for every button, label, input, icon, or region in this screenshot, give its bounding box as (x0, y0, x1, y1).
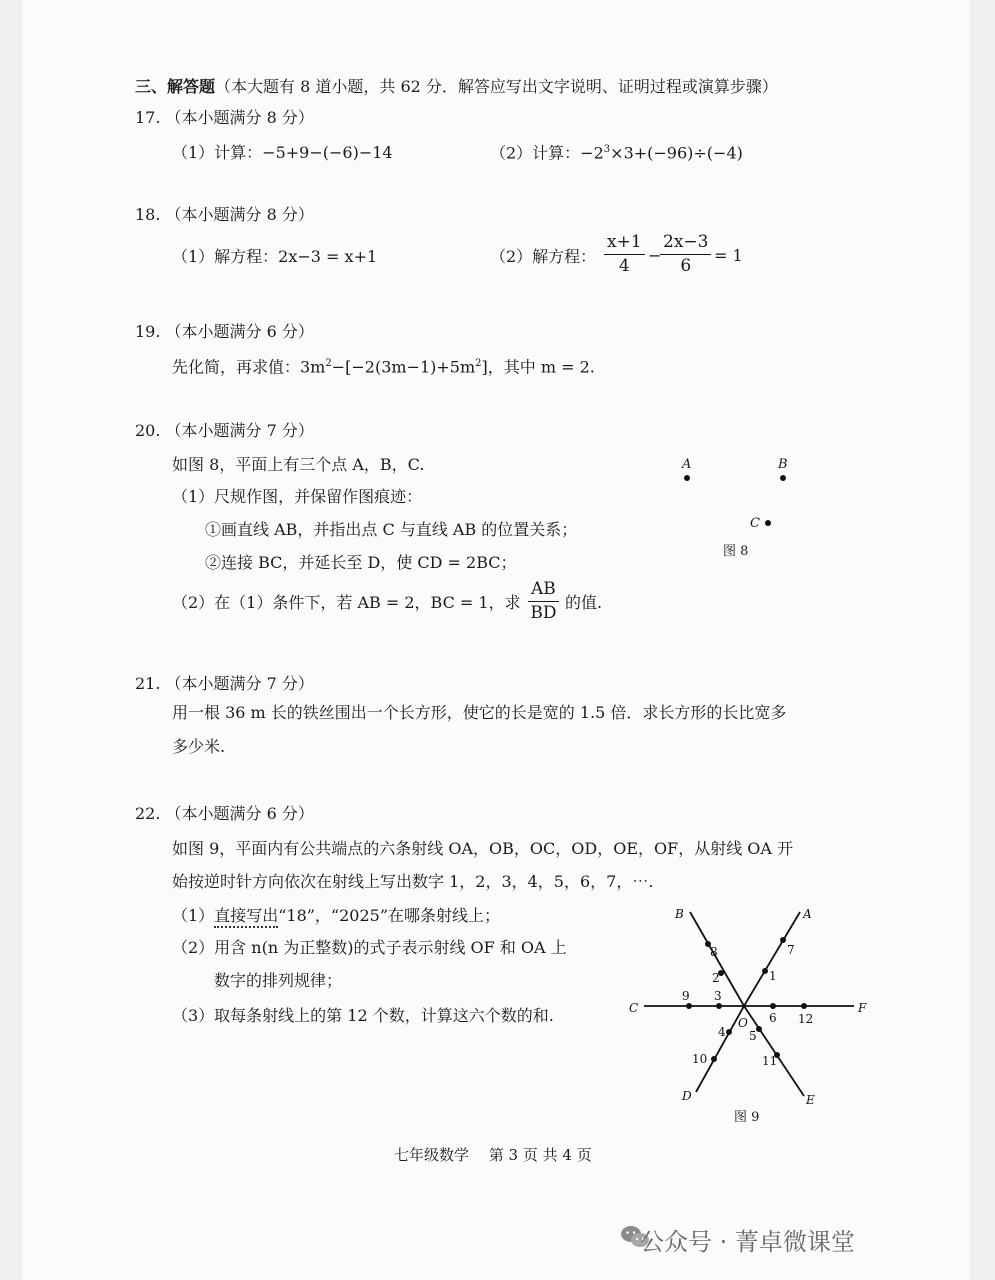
fig9-num-10: 10 (692, 1052, 708, 1066)
fig8-label-c: C (750, 516, 760, 531)
q20-intro: 如图 8，平面上有三个点 A，B，C. (172, 455, 425, 474)
fig9-label-e: E (806, 1093, 815, 1107)
q19-text-c: ]，其中 m = 2. (481, 357, 595, 377)
fig8-label-b: B (778, 457, 788, 472)
q18-fraction-1-denominator: 4 (618, 256, 630, 276)
point-4 (726, 1029, 732, 1035)
q18-score: （本小题满分 8 分） (165, 205, 314, 224)
q19-exponent-1: 2 (325, 358, 332, 369)
q22-part1-emphasis: 直接写出 (214, 906, 278, 928)
q21-header (135, 676, 314, 692)
q21-line2: 多少米. (172, 737, 226, 756)
q18-fraction-1-numerator: x+1 (604, 234, 645, 255)
q21-line1: 用一根 36 m 长的铁丝围出一个长方形，使它的长是宽的 1.5 倍．求长方形的长比宽多 (172, 703, 787, 722)
q22-part2: （2）用含 n(n 为正整数)的式子表示射线 OF 和 OA 上 (172, 938, 567, 957)
q19-text (172, 359, 595, 375)
point-12 (801, 1003, 807, 1009)
fig9-num-6: 6 (769, 1011, 777, 1025)
fig9-label-b: B (675, 907, 684, 921)
fig8-point-a (684, 475, 690, 481)
fig8-point-c (765, 520, 771, 526)
point-7 (780, 937, 786, 943)
fig9-label-d: D (682, 1089, 692, 1103)
fig9-caption: 图 9 (734, 1110, 760, 1125)
q22-header (135, 806, 314, 822)
q22-part2-cont: 数字的排列规律； (214, 971, 343, 990)
point-1 (762, 968, 768, 974)
q17-number: 17. (135, 108, 161, 127)
q20-part1b: ②连接 BC，并延长至 D，使 CD = 2BC； (205, 553, 517, 572)
q20-part1a: ①画直线 AB，并指出点 C 与直线 AB 的位置关系； (205, 520, 578, 539)
q22-line2: 始按逆时针方向依次在射线上写出数字 1，2，3，4，5，6，7，⋯. (172, 872, 654, 891)
q22-score: （本小题满分 6 分） (165, 804, 314, 823)
point-10 (711, 1056, 717, 1062)
q18-fraction-2-numerator: 2x−3 (660, 234, 711, 255)
q20-header (135, 423, 314, 439)
fig9-num-3: 3 (714, 989, 722, 1003)
q22-part1-post: “18”，“2025”在哪条射线上； (278, 906, 501, 925)
q19-score: （本小题满分 6 分） (165, 322, 314, 341)
fig9-label-o: O (738, 1016, 748, 1030)
q17-part1: （1）计算：−5+9−(−6)−14 (172, 143, 393, 162)
ray-oa (744, 912, 800, 1006)
q22-part3: （3）取每条射线上的第 12 个数，计算这六个数的和. (172, 1006, 554, 1025)
fig9-num-2: 2 (712, 971, 720, 985)
q18-number: 18. (135, 205, 161, 224)
q17-part2 (490, 145, 743, 161)
fig9-label-a: A (803, 907, 812, 921)
q18-header (135, 207, 314, 223)
q17-part2-exponent: 3 (603, 144, 611, 155)
q18-fraction-1 (604, 234, 645, 275)
q19-header (135, 324, 314, 340)
exam-page (22, 0, 970, 1280)
q18-fraction-2-denominator: 6 (680, 256, 692, 276)
q19-text-a: 先化简，再求值：3m (172, 357, 326, 377)
q17-part2-post: ×3+(−96)÷(−4) (610, 143, 743, 163)
q22-number: 22. (135, 804, 161, 823)
fig9-num-4: 4 (718, 1025, 726, 1039)
fig9-num-7: 7 (787, 943, 795, 957)
q20-fraction (528, 581, 559, 622)
q20-fraction-denominator: BD (530, 603, 557, 623)
fig9-num-11: 11 (762, 1054, 778, 1068)
section-title: 三、解答题 (135, 77, 216, 96)
fig9-num-5: 5 (749, 1029, 757, 1043)
q18-part2-pre: （2）解方程： (490, 247, 597, 266)
q19-number: 19. (135, 322, 161, 341)
fig9-diagram (620, 900, 880, 1110)
fig9-label-f: F (858, 1001, 867, 1015)
q17-score: （本小题满分 8 分） (165, 108, 314, 127)
point-5 (756, 1026, 762, 1032)
q18-part1: （1）解方程：2x−3 = x+1 (172, 247, 378, 266)
point-3 (716, 1003, 722, 1009)
q20-number: 20. (135, 421, 161, 440)
fig9-num-12: 12 (798, 1012, 814, 1026)
q19-exponent-2: 2 (475, 358, 482, 369)
q17-header (135, 110, 314, 126)
fig9-label-c: C (629, 1001, 639, 1015)
q18-minus: − (648, 246, 662, 265)
fig8-caption: 图 8 (723, 544, 749, 559)
q17-part2-pre: （2）计算：−2 (490, 143, 604, 163)
fig9-num-1: 1 (769, 969, 777, 983)
q22-part1-pre: （1） (172, 906, 215, 925)
fig8-label-a: A (682, 457, 692, 472)
q21-score: （本小题满分 7 分） (165, 674, 314, 693)
q19-text-b: −[−2(3m−1)+5m (331, 357, 476, 377)
page-footer: 七年级数学 第 3 页 共 4 页 (394, 1146, 592, 1164)
section-note: （本大题有 8 道小题，共 62 分．解答应写出文字说明、证明过程或演算步骤） (215, 77, 778, 96)
q22-line1: 如图 9，平面内有公共端点的六条射线 OA，OB，OC，OD，OE，OF，从射线 OA 开 (172, 839, 794, 858)
q20-part2-pre: （2）在（1）条件下，若 AB = 2，BC = 1，求 (172, 593, 521, 612)
point-9 (686, 1003, 692, 1009)
q20-part2-post: 的值. (565, 593, 603, 612)
q18-equals: = 1 (714, 246, 743, 265)
q20-score: （本小题满分 7 分） (165, 421, 314, 440)
point-6 (770, 1003, 776, 1009)
q20-fraction-numerator: AB (528, 581, 559, 602)
fig8-point-b (780, 475, 786, 481)
q21-number: 21. (135, 674, 161, 693)
section-header (135, 79, 778, 95)
q22-part1 (172, 908, 500, 924)
watermark-text: 公众号 · 菁卓微课堂 (640, 1228, 855, 1256)
fig9-num-9: 9 (682, 989, 690, 1003)
q18-fraction-2 (660, 234, 711, 275)
ray-od (696, 1006, 744, 1092)
q20-part1: （1）尺规作图，并保留作图痕迹： (172, 487, 423, 506)
fig9-num-8: 8 (710, 945, 718, 959)
